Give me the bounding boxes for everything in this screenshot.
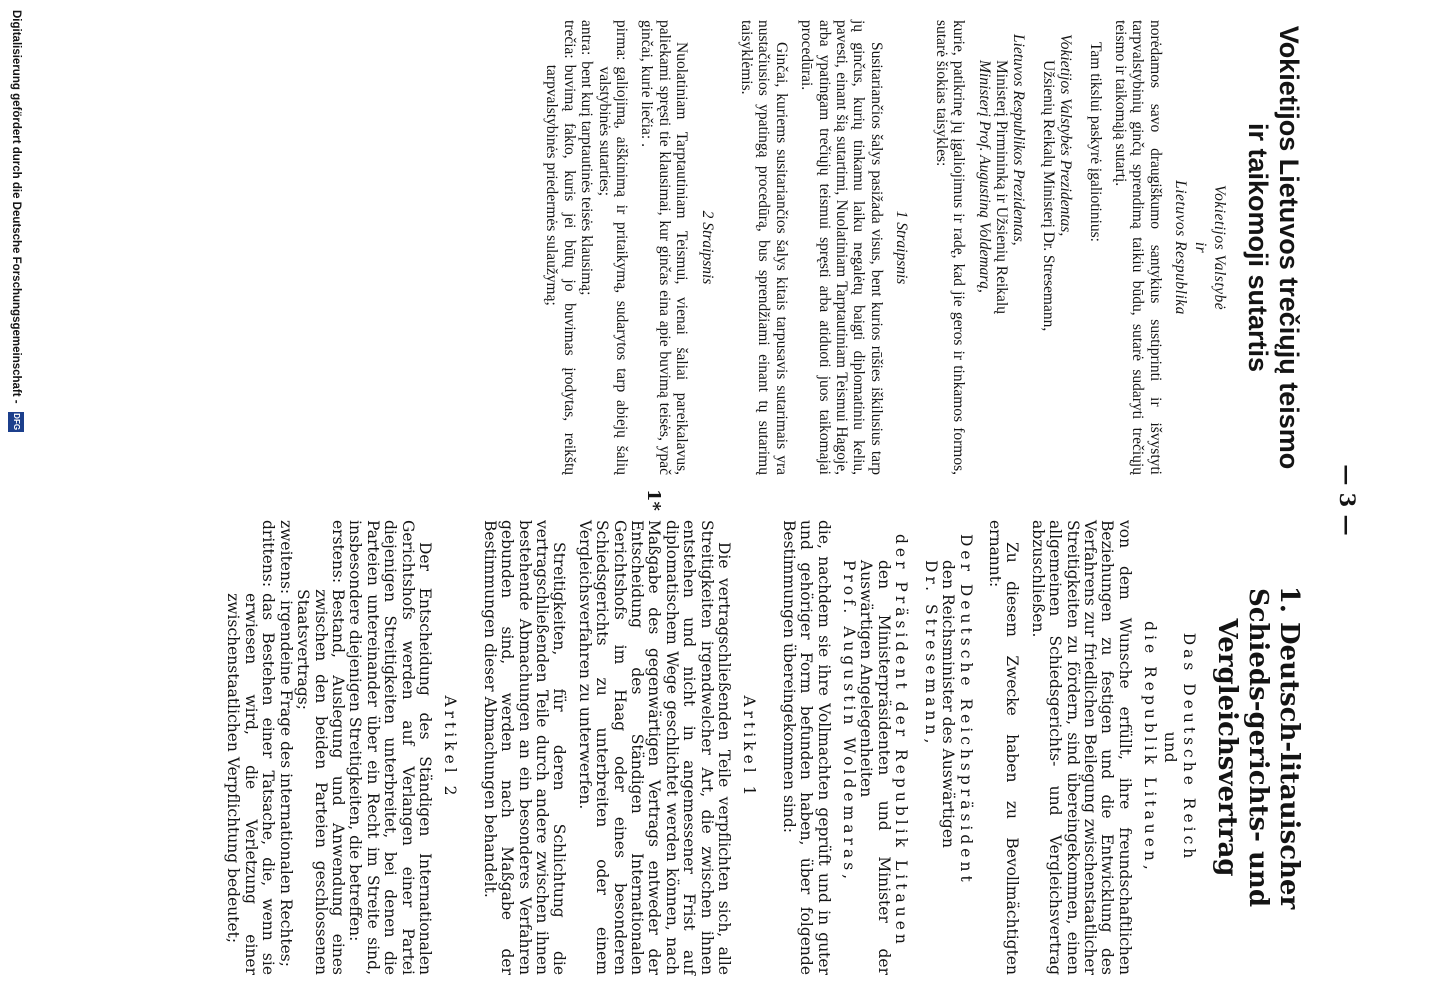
representative-1-detail: den Reichsminister des Auswärtigen (939, 560, 958, 848)
preamble-conjunction: ir (1191, 241, 1209, 254)
clause-label: pirma: (613, 20, 631, 61)
representative-1-person: Dr. Stresemann, (921, 560, 940, 748)
article-1-heading: 1 Straipsnis (893, 210, 911, 285)
article-2-clause-3 (224, 520, 276, 975)
article-2-clause-2 (276, 520, 293, 975)
clause-text: Bestand, Auslegung und Anwendung eines zwischen den beiden Parteien geschlossenen Staatsvertrags; (294, 589, 347, 975)
preamble-party-reich: Das Deutsche Reich (1180, 632, 1198, 863)
closing-paragraph: die, nachdem sie ihre Vollmachten geprüft und in guter und gehöriger Form befunden haben, über folgende Bestimmungen übereingekommen sind: (779, 520, 833, 975)
article-1-heading: Artikel 1 (740, 695, 759, 800)
lithuanian-title: Vokietijos Lietuvos trečiųjų teismo ir taikomoji sutartis (1243, 25, 1304, 470)
article-2-paragraph-1: Nuolatiniam Tarptautiniam Teismui, vienai šaliai pareikalavus, paliekami spręsti tie klausimai, kur ginčas eina apie buvimą teisės, ypač ginčai, kurie liečia: . (638, 20, 691, 475)
page-number: — 3 — (1335, 464, 1360, 536)
clause-label: trečia: (560, 20, 578, 59)
dfg-logo-icon: DFG (8, 412, 24, 432)
clause-label: zweitens: (276, 520, 295, 595)
sheet-mark: 1* (643, 489, 664, 511)
clause-text: buvimą fakto, kuris jei būtų jo buvimas įrodytas, reikštų tarpvalstybinės priedermės sulaužymą; (543, 64, 578, 475)
article-2-clause-1 (595, 20, 630, 475)
digitization-credit (2, 0, 30, 1000)
article-2-clause-2 (578, 20, 595, 475)
german-title: 1. Deutsch-litauischer Schieds-gerichts- und Vergleichsvertrag (1212, 585, 1304, 910)
article-1-paragraph-1: Die vertragschließenden Teile verpflichten sich, alle Streitigkeiten irgendwelcher Art, die zwischen ihnen entstehen und nicht in angemessener Frist auf diplomatischem Wege geschlichtet werden können, nach Maßgabe des gegenwärtigen Vertrags entweder der Entscheidung des Ständigen Internationalen Gerichtshofs im Haag oder eines besonderen Schiedsgerichts zu unterbreiten oder einem Vergleichsverfahren zu unterwerfen. (575, 520, 734, 975)
article-2-clause-1 (294, 520, 346, 975)
representative-1-person: Užsienių Reikalų Ministerį Dr. Stresemann, (1039, 60, 1057, 332)
clause-text: das Bestehen einer Tatsache, die, wenn sie erwiesen wird, die Verletzung einer zwischenstaatlichen Verpflichtung bedeutet; (224, 593, 278, 975)
representative-2-title: der Präsident der Republik Litauen (892, 534, 911, 948)
german-text-column (224, 520, 1304, 975)
article-2-heading: Artikel 2 (441, 695, 460, 800)
representative-2-title: Lietuvos Respublikos Prezidentas, (1010, 34, 1028, 246)
article-2-heading: 2 Straipsnis (698, 210, 716, 285)
clause-text: galiojimą, aiškinimą ir pritaikymą, sudarytos tarp abiejų šalių valstybinės sutarties; (595, 66, 631, 475)
preamble-party-germany: Vokietijos Valstybė (1211, 184, 1228, 311)
purpose-paragraph: Zu diesem Zwecke haben zu Bevollmächtigten ernannt: (985, 520, 1022, 975)
representative-2-detail: Ministerį Pirmininką ir Užsienių Reikalų (992, 60, 1010, 314)
representative-2-person: Ministerį Prof. Augustiną Voldemarą, (975, 60, 993, 293)
representative-1-title: Der Deutsche Reichspräsident (956, 534, 975, 886)
intro-paragraph: von dem Wunsche erfüllt, ihre freundschaftlichen Beziehungen zu festigen und die Entwicklung des Verfahrens zur friedlichen Beilegung zwischenstaatlicher Streitigkeiten zu fördern, sind übereingekommen, einen allgemeinen Schiedsgerichts- und Vergleichsvertrag abzuschließen. (1028, 520, 1134, 975)
representative-1-title: Vokietijos Valstybės Prezidentas, (1057, 34, 1075, 237)
representative-2-detail: den Ministerpräsidenten und Minister der Auswärtigen Angelegenheiten (857, 560, 893, 975)
clause-label: erstens: (328, 520, 347, 584)
intro-paragraph: norėdamos savo draugiškumo santykius sustiprinti ir išvystyti tarpvalstybinių ginčų sprendimą taikiu būdu, sutarė sudaryti trečiųjų teismo ir taikomąją sutartį. (1111, 20, 1164, 475)
preamble-party-republic: die Republik Litauen, (1141, 621, 1160, 874)
article-2-clause-3 (543, 20, 578, 475)
article-1-paragraph-2: Streitigkeiten, für deren Schlichtung die vertragschließenden Teile durch andere zwischen ihnen bestehende Abmachungen an ein besonderes Verfahren gebunden sind, werden nach Maßgabe der Bestimmungen dieser Abmachungen behandelt. (480, 520, 569, 975)
article-1-paragraph-2: Ginčai, kuriems susitariančios šalys kitais tarpusavis sutarimais yra nustačiusios ypatingą procedūrą, bus sprendžiami einant tų sutarimų taisyklėmis. (738, 20, 790, 475)
clause-text: irgendeine Frage des internationalen Rechtes; (276, 600, 295, 967)
representative-2-person: Prof. Augustin Woldemaras, (840, 560, 859, 884)
credit-text: Digitalisierung gefördert durch die Deutsche Forschungsgemeinschaft - (10, 10, 22, 404)
clause-label: drittens: (259, 520, 278, 588)
purpose-paragraph: Tam tikslui paskyrė įgaliotinius: (1086, 42, 1104, 242)
clause-label: antra: (578, 20, 596, 56)
closing-paragraph: kurie, patikrinę jų įgaliojimus ir radę, kad jie geros ir tinkamos formos, sutarė šiokias taisykles: (932, 20, 968, 475)
article-2-paragraph-1: Der Entscheidung des Ständigen Internationalen Gerichtshofs werden auf Verlangen einer Partei diejenigen Streitigkeiten unterbreitet, bei denen die Parteien untereinander über ein Recht im Streite sind, insbesondere diejenigen Streitigkeiten, die betreffen: (346, 520, 434, 975)
clause-text: bent kurį tarptautinės teisės klausimą; (578, 61, 596, 296)
preamble-party-lithuania: Lietuvos Respublika (1172, 180, 1190, 315)
article-1-paragraph-1: Susitariančios šalys pasižada visus, bent kurios rūšies iškilusius tarp jų ginčus, kurių tinkamu laiku negalėtų baigti diplomatiniu keliu, pavesti, einant šią sutartimi, Nuolatiniam Tarptautiniam Teismui Hagoje, arba ypatingam trečiųjų teismui spręsti arba atiduoti juos taikomajai procedūrai. (798, 20, 885, 475)
preamble-conjunction: und (1160, 731, 1179, 764)
